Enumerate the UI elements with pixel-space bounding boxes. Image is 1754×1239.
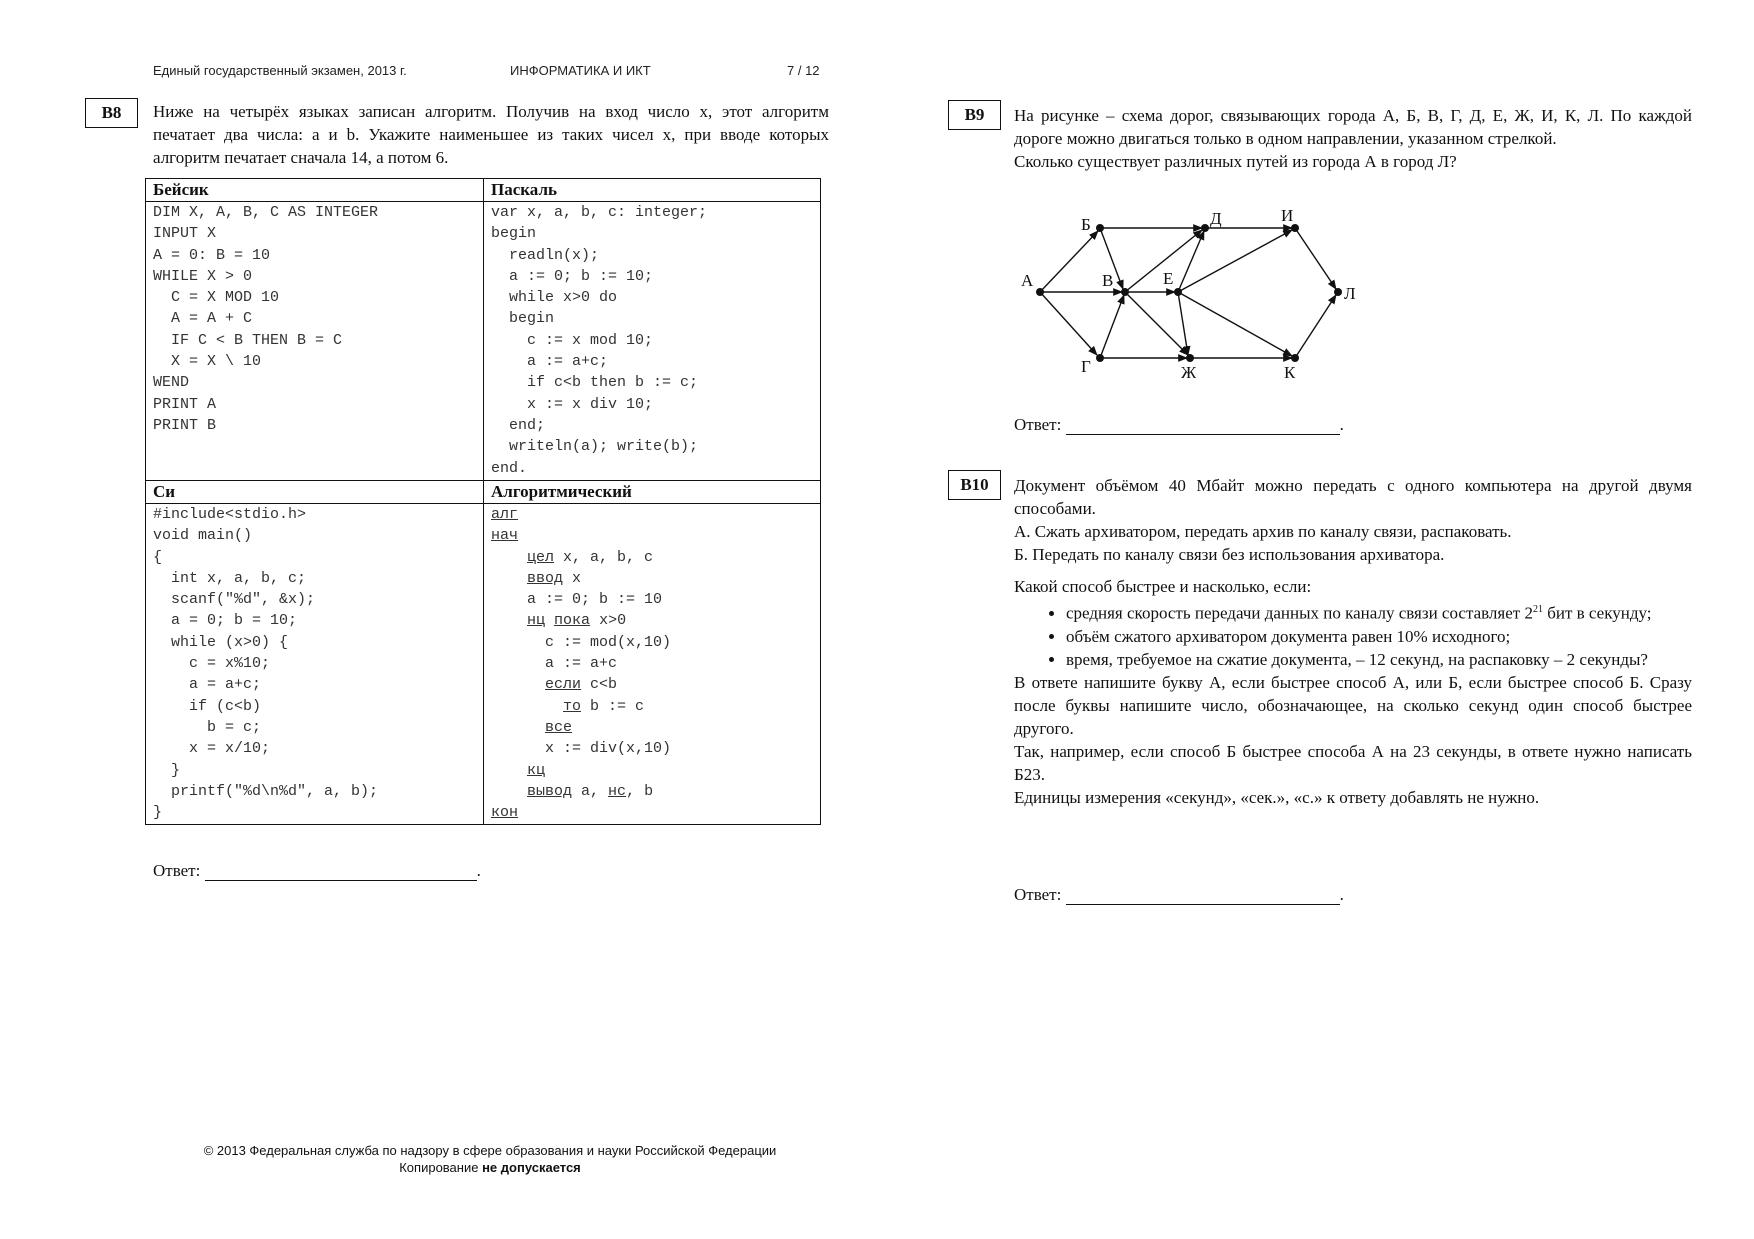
node-e bbox=[1174, 288, 1182, 296]
algo-assign: a := 0; b := 10 bbox=[527, 591, 663, 609]
b9-answer-field[interactable] bbox=[1066, 416, 1340, 435]
label-i: И bbox=[1281, 206, 1294, 225]
node-g bbox=[1096, 354, 1104, 362]
c-line: int x, a, b, c; bbox=[153, 569, 307, 587]
algo-l2: a := a+c bbox=[545, 655, 618, 673]
footer bbox=[170, 1142, 810, 1176]
kw-kc: кц bbox=[527, 761, 546, 779]
algo-vyvod-a: a, bbox=[572, 782, 609, 800]
b10-p5: В ответе напишите букву А, если быстрее способ А, или Б, если быстрее способ Б. Сразу после буквы напишите число, обозначающее, на сколько секунд один способ быстрее другого. bbox=[1014, 672, 1692, 738]
c-line: printf("%d\n%d", a, b); bbox=[153, 782, 379, 800]
pascal-line: var x, a, b, c: integer; bbox=[491, 204, 708, 221]
graph-edges bbox=[1040, 228, 1336, 358]
algo-l3: x := div(x,10) bbox=[545, 740, 672, 758]
basic-code-cell bbox=[146, 202, 484, 481]
pascal-line: c := x mod 10; bbox=[491, 331, 654, 349]
b8-answer-field[interactable] bbox=[205, 862, 477, 881]
b10-answer-label: Ответ: bbox=[1014, 885, 1062, 904]
graph-nodes bbox=[1036, 224, 1342, 362]
b10-bullet-2: • объём сжатого архиватором документа равен 10% исходного; bbox=[1066, 625, 1692, 648]
basic-code bbox=[153, 202, 476, 436]
label-l: Л bbox=[1344, 284, 1356, 303]
c-line: } bbox=[153, 761, 181, 779]
edge-k-l bbox=[1295, 295, 1336, 358]
node-v bbox=[1121, 288, 1129, 296]
c-line: } bbox=[153, 804, 163, 822]
task-label-b10: B10 bbox=[948, 470, 1001, 500]
label-v: В bbox=[1102, 271, 1114, 290]
kw-nc: нц bbox=[527, 612, 546, 630]
node-l bbox=[1334, 288, 1342, 296]
b8-answer: Ответ: . bbox=[153, 861, 481, 880]
task-label-b9: B9 bbox=[948, 100, 1001, 130]
footer-copy-bold: не допускается bbox=[482, 1160, 581, 1175]
c-line: b = c; bbox=[153, 718, 262, 736]
pascal-line: while x>0 do bbox=[491, 289, 618, 307]
node-a bbox=[1036, 288, 1044, 296]
basic-line: IF C < B THEN B = C bbox=[153, 331, 343, 349]
header-page-number: 7 / 12 bbox=[787, 63, 820, 78]
footer-copyright: © 2013 Федеральная служба по надзору в сфере образования и науки Российской Федерации bbox=[203, 1143, 777, 1158]
c-line: void main() bbox=[153, 527, 253, 545]
kw-nach: нач bbox=[491, 527, 519, 545]
kw-kon: кон bbox=[491, 804, 519, 822]
c-line: if (c<b) bbox=[153, 697, 262, 715]
kw-to: то bbox=[563, 697, 582, 715]
b10-bullet-1 bbox=[1066, 598, 1692, 625]
algo-vvod-rest: x bbox=[563, 569, 582, 587]
basic-line: WHILE X > 0 bbox=[153, 267, 253, 285]
b10-bullet-1-text: средняя скорость передачи данных по каналу связи составляет 2 bbox=[1066, 603, 1533, 623]
pascal-line: a := a+c; bbox=[491, 353, 609, 371]
edge-v-zh bbox=[1125, 292, 1188, 355]
c-line: c = x%10; bbox=[153, 655, 271, 673]
c-header: Си bbox=[146, 481, 484, 504]
node-d bbox=[1201, 224, 1209, 232]
basic-line: A = 0: B = 10 bbox=[153, 246, 271, 264]
basic-line: DIM X, A, B, C AS INTEGER bbox=[153, 204, 379, 221]
b9-text-2: Сколько существует различных путей из города А в город Л? bbox=[1014, 152, 1457, 171]
c-line: a = 0; b = 10; bbox=[153, 612, 298, 630]
edge-a-b bbox=[1040, 231, 1098, 292]
node-k bbox=[1291, 354, 1299, 362]
kw-vyvod: вывод bbox=[527, 782, 573, 800]
b10-question bbox=[1014, 474, 1692, 809]
c-line: x = x/10; bbox=[153, 740, 271, 758]
kw-alg: алг bbox=[491, 506, 519, 523]
b9-text-1: На рисунке – схема дорог, связывающих города А, Б, В, Г, Д, Е, Ж, И, К, Л. По каждой дороге можно двигаться только в одном направлении, указанном стрелкой. bbox=[1014, 106, 1692, 148]
c-line: #include<stdio.h> bbox=[153, 506, 307, 523]
basic-line: PRINT B bbox=[153, 416, 217, 434]
basic-header: Бейсик bbox=[146, 179, 484, 202]
b10-p7: Единицы измерения «секунд», «сек.», «с.» к ответу добавлять не нужно. bbox=[1014, 787, 1540, 807]
b10-conditions-list bbox=[1014, 598, 1692, 671]
pascal-line: end. bbox=[491, 459, 528, 477]
edge-g-v bbox=[1100, 295, 1124, 358]
kw-esli: если bbox=[545, 676, 582, 694]
b8-code-table bbox=[145, 178, 821, 825]
edge-i-l bbox=[1295, 228, 1336, 289]
node-zh bbox=[1186, 354, 1194, 362]
b10-p3: Б. Передать по каналу связи без использования архиватора. bbox=[1014, 545, 1445, 564]
pascal-code-cell bbox=[484, 202, 821, 481]
header-subject: ИНФОРМАТИКА И ИКТ bbox=[510, 63, 651, 78]
c-line: while (x>0) { bbox=[153, 633, 289, 651]
algo-code bbox=[491, 504, 813, 823]
basic-line: WEND bbox=[153, 374, 190, 392]
pascal-line: a := 0; b := 10; bbox=[491, 267, 654, 285]
kw-poka: пока bbox=[554, 612, 591, 630]
basic-line: INPUT X bbox=[153, 225, 217, 243]
basic-line: X = X \ 10 bbox=[153, 353, 262, 371]
basic-line: PRINT A bbox=[153, 395, 217, 413]
footer-copy-notice bbox=[170, 1159, 810, 1176]
label-b: Б bbox=[1081, 215, 1091, 234]
label-e: Е bbox=[1163, 269, 1174, 288]
label-zh: Ж bbox=[1181, 363, 1197, 382]
pascal-line: if c<b then b := c; bbox=[491, 374, 699, 392]
node-b bbox=[1096, 224, 1104, 232]
header-exam-title: Единый государственный экзамен, 2013 г. bbox=[153, 63, 407, 78]
label-d: Д bbox=[1210, 209, 1222, 228]
b10-answer-field[interactable] bbox=[1066, 886, 1340, 905]
b9-question bbox=[1014, 104, 1692, 173]
b10-answer: Ответ: . bbox=[1014, 885, 1344, 904]
b10-p2: А. Сжать архиватором, передать архив по каналу связи, распаковать. bbox=[1014, 522, 1512, 541]
c-line: { bbox=[153, 548, 163, 566]
pascal-line: begin bbox=[491, 310, 555, 328]
b9-answer: Ответ: . bbox=[1014, 415, 1344, 434]
task-label-b8: B8 bbox=[85, 98, 138, 128]
b10-p4: Какой способ быстрее и насколько, если: bbox=[1014, 577, 1312, 596]
algo-header: Алгоритмический bbox=[484, 481, 821, 504]
c-line: scanf("%d", &x); bbox=[153, 591, 316, 609]
algo-cel-rest: x, a, b, c bbox=[554, 548, 654, 566]
basic-line: A = A + C bbox=[153, 310, 253, 328]
b10-p6: Так, например, если способ Б быстрее способа А на 23 секунды, в ответе нужно написать Б23. bbox=[1014, 741, 1692, 784]
basic-line: C = X MOD 10 bbox=[153, 289, 280, 307]
pascal-line: writeln(a); write(b); bbox=[491, 438, 699, 456]
kw-ns: нс bbox=[608, 782, 627, 800]
b10-bullet-1-tail: бит в секунду; bbox=[1542, 603, 1652, 623]
kw-vvod: ввод bbox=[527, 569, 564, 587]
b8-answer-label: Ответ: bbox=[153, 861, 201, 880]
algo-vyvod-b: , b bbox=[626, 782, 654, 800]
algo-l1: c := mod(x,10) bbox=[545, 633, 672, 651]
algo-to-rest: b := c bbox=[581, 697, 645, 715]
footer-copy-text: Копирование bbox=[399, 1160, 483, 1175]
c-code bbox=[153, 504, 476, 823]
b8-question-text: Ниже на четырёх языках записан алгоритм. Получив на вход число x, этот алгоритм печатает два числа: a и b. Укажите наименьшее из таких чисел x, при вводе которых алгоритм печатает сначала 14, а потом 6. bbox=[153, 102, 829, 167]
node-i bbox=[1291, 224, 1299, 232]
pascal-line: end; bbox=[491, 416, 546, 434]
kw-vse: все bbox=[545, 718, 573, 736]
algo-code-cell bbox=[484, 504, 821, 825]
edge-e-i bbox=[1178, 230, 1292, 292]
algo-poka-rest: x>0 bbox=[590, 612, 627, 630]
b9-road-graph bbox=[1020, 200, 1360, 390]
b10-p1: Документ объёмом 40 Мбайт можно передать с одного компьютера на другой двумя способами. bbox=[1014, 476, 1692, 518]
c-code-cell bbox=[146, 504, 484, 825]
edge-e-d bbox=[1178, 231, 1204, 292]
edge-a-g bbox=[1040, 292, 1097, 355]
b9-answer-label: Ответ: bbox=[1014, 415, 1062, 434]
pascal-header: Паскаль bbox=[484, 179, 821, 202]
pascal-line: begin bbox=[491, 225, 537, 243]
b10-bullet-3: • время, требуемое на сжатие документа, – 12 секунд, на распаковку – 2 секунды? bbox=[1066, 648, 1692, 671]
edge-e-k bbox=[1178, 292, 1292, 356]
c-line: a = a+c; bbox=[153, 676, 262, 694]
pascal-line: x := x div 10; bbox=[491, 395, 654, 413]
pascal-code bbox=[491, 202, 813, 479]
algo-esli-rest: c<b bbox=[581, 676, 618, 694]
label-a: А bbox=[1021, 271, 1034, 290]
label-g: Г bbox=[1081, 357, 1091, 376]
pascal-line: readln(x); bbox=[491, 246, 600, 264]
kw-cel: цел bbox=[527, 548, 555, 566]
label-k: К bbox=[1284, 363, 1296, 382]
b10-bullet-1-exp: 21 bbox=[1532, 604, 1543, 615]
